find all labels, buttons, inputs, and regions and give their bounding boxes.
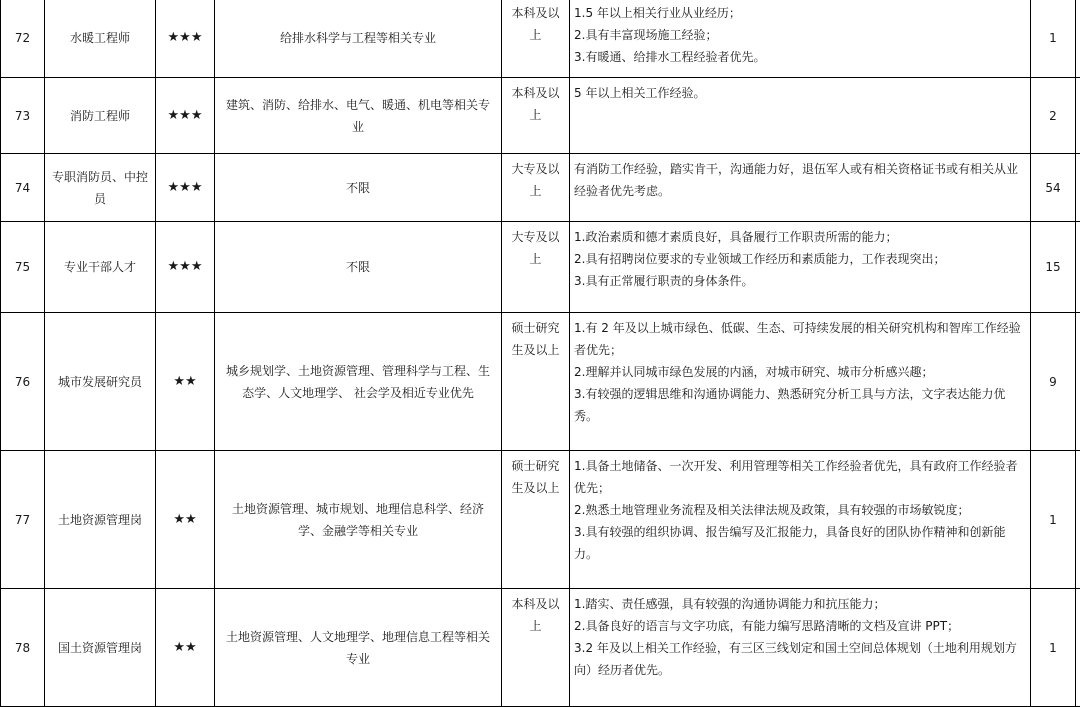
- star-rating: ★★: [156, 589, 215, 707]
- row-number: 73: [1, 78, 45, 154]
- position-name: 国土资源管理岗: [45, 589, 156, 707]
- star-rating: ★★★: [156, 222, 215, 313]
- job-requirements: [570, 589, 1031, 707]
- next-column-edge: [1076, 313, 1080, 451]
- requirement-line: 3.具有正常履行职责的身体条件。: [574, 270, 1024, 292]
- table-row: [1, 451, 1080, 589]
- requirement-line: 1.5 年以上相关行业从业经历；: [574, 2, 1024, 24]
- next-column-edge: [1076, 451, 1080, 589]
- education-requirement: 硕士研究生及以上: [502, 451, 570, 589]
- next-column-edge: [1076, 78, 1080, 154]
- major-requirement: 城乡规划学、土地资源管理、管理科学与工程、生态学、人文地理学、 社会学及相近专业优先: [215, 313, 502, 451]
- position-name: 土地资源管理岗: [45, 451, 156, 589]
- row-number: 75: [1, 222, 45, 313]
- requirement-line: 1.具备土地储备、一次开发、利用管理等相关工作经验者优先，具有政府工作经验者优先；: [574, 455, 1024, 499]
- requirement-line: 2.具备良好的语言与文字功底，有能力编写思路清晰的文档及宣讲 PPT；: [574, 615, 1024, 637]
- job-requirements: [570, 313, 1031, 451]
- table-row: [1, 78, 1080, 154]
- requirement-line: 2.熟悉土地管理业务流程及相关法律法规及政策，具有较强的市场敏锐度；: [574, 499, 1024, 521]
- job-requirements: [570, 451, 1031, 589]
- education-requirement: 大专及以上: [502, 222, 570, 313]
- job-requirements: [570, 0, 1031, 78]
- requirement-line: 3.2 年及以上相关工作经验，有三区三线划定和国土空间总体规划（土地利用规划方向）经历者优先。: [574, 637, 1024, 681]
- row-number: 74: [1, 154, 45, 222]
- requirement-line: 5 年以上相关工作经验。: [574, 82, 1024, 104]
- major-requirement: 给排水科学与工程等相关专业: [215, 0, 502, 78]
- requirement-line: 2.具有招聘岗位要求的专业领域工作经历和素质能力，工作表现突出；: [574, 248, 1024, 270]
- job-requirements: [570, 222, 1031, 313]
- major-requirement: 土地资源管理、城市规划、地理信息科学、经济学、金融学等相关专业: [215, 451, 502, 589]
- table-row: [1, 0, 1080, 78]
- requirement-line: 3.有暖通、给排水工程经验者优先。: [574, 46, 1024, 68]
- star-rating: ★★★: [156, 78, 215, 154]
- position-name: 城市发展研究员: [45, 313, 156, 451]
- headcount: 1: [1031, 589, 1076, 707]
- requirement-line: 有消防工作经验，踏实肯干，沟通能力好，退伍军人或有相关资格证书或有相关从业经验者优先考虑。: [574, 158, 1024, 202]
- education-requirement: 硕士研究生及以上: [502, 313, 570, 451]
- table-row: [1, 313, 1080, 451]
- requirement-line: 2.理解并认同城市绿色发展的内涵，对城市研究、城市分析感兴趣；: [574, 361, 1024, 383]
- headcount: 15: [1031, 222, 1076, 313]
- major-requirement: 不限: [215, 154, 502, 222]
- position-name: 专业干部人才: [45, 222, 156, 313]
- headcount: 9: [1031, 313, 1076, 451]
- headcount: 2: [1031, 78, 1076, 154]
- position-name: 水暖工程师: [45, 0, 156, 78]
- education-requirement: 本科及以上: [502, 78, 570, 154]
- next-column-edge: [1076, 154, 1080, 222]
- next-column-edge: [1076, 0, 1080, 78]
- headcount: 54: [1031, 154, 1076, 222]
- next-column-edge: [1076, 222, 1080, 313]
- position-name: 消防工程师: [45, 78, 156, 154]
- table-row: [1, 589, 1080, 707]
- star-rating: ★★: [156, 451, 215, 589]
- requirement-line: 3.具有较强的组织协调、报告编写及汇报能力，具备良好的团队协作精神和创新能力。: [574, 521, 1024, 565]
- requirement-line: 1.踏实、责任感强，具有较强的沟通协调能力和抗压能力；: [574, 593, 1024, 615]
- star-rating: ★★: [156, 313, 215, 451]
- row-number: 72: [1, 0, 45, 78]
- education-requirement: 本科及以上: [502, 589, 570, 707]
- education-requirement: 大专及以上: [502, 154, 570, 222]
- headcount: 1: [1031, 451, 1076, 589]
- requirement-line: 1.政治素质和德才素质良好，具备履行工作职责所需的能力；: [574, 226, 1024, 248]
- major-requirement: 不限: [215, 222, 502, 313]
- job-requirements: [570, 78, 1031, 154]
- row-number: 77: [1, 451, 45, 589]
- table-row: [1, 154, 1080, 222]
- job-requirements: [570, 154, 1031, 222]
- requirement-line: 2.具有丰富现场施工经验；: [574, 24, 1024, 46]
- major-requirement: 建筑、消防、给排水、电气、暖通、机电等相关专业: [215, 78, 502, 154]
- row-number: 76: [1, 313, 45, 451]
- headcount: 1: [1031, 0, 1076, 78]
- next-column-edge: [1076, 589, 1080, 707]
- star-rating: ★★★: [156, 154, 215, 222]
- star-rating: ★★★: [156, 0, 215, 78]
- major-requirement: 土地资源管理、人文地理学、地理信息工程等相关专业: [215, 589, 502, 707]
- requirement-line: 1.有 2 年及以上城市绿色、低碳、生态、可持续发展的相关研究机构和智库工作经验者优先；: [574, 317, 1024, 361]
- table-row: [1, 222, 1080, 313]
- row-number: 78: [1, 589, 45, 707]
- requirement-line: 3.有较强的逻辑思维和沟通协调能力、熟悉研究分析工具与方法，文字表达能力优秀。: [574, 383, 1024, 427]
- education-requirement: 本科及以上: [502, 0, 570, 78]
- position-name: 专职消防员、中控员: [45, 154, 156, 222]
